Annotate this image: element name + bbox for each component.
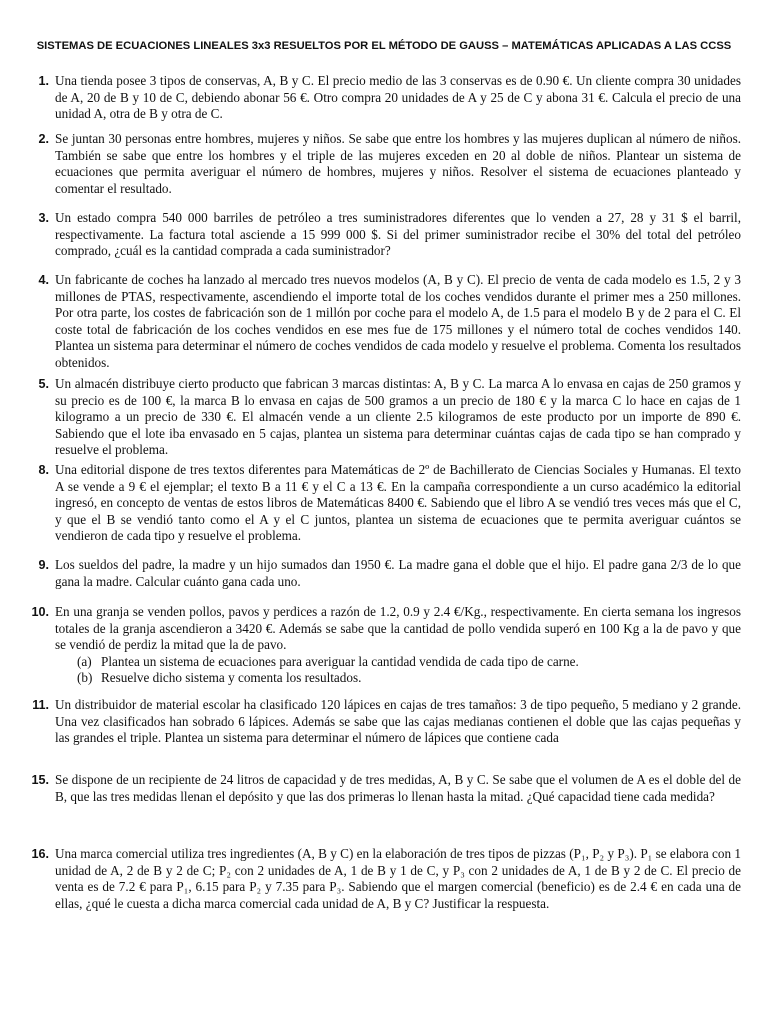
problem-3 xyxy=(27,210,741,260)
subitem-label: (b) xyxy=(77,670,93,686)
problem-number: 1. xyxy=(38,74,49,88)
problem-text: Los sueldos del padre, la madre y un hijo sumados dan 1950 €. La madre gana el doble que el hijo. El padre gana 2/3 de lo que gana la madre. Calcular cuánto gana cada uno. xyxy=(55,557,741,589)
problem-text: En una granja se venden pollos, pavos y perdices a razón de 1.2, 0.9 y 2.4 €/Kg., respectivamente. En cierta semana los ingresos totales de la granja ascendieron a 3420 €. Además se sabe que la cantidad de pollo vendida superó en 100 Kg a la de pavo y que se vendió de perdiz la mitad que la de pavo. xyxy=(55,604,741,653)
problem-text: Un distribuidor de material escolar ha clasificado 120 lápices en cajas de tres tamaños: 3 de tipo pequeño, 5 mediano y 2 grande. Una vez clasificados han sobrado 6 lápices. Además se sabe que las cajas medianas contienen el doble que las cajas pequeñas y las grandes el triple. Plantea un sistema para determinar el número de lápices que contiene cada xyxy=(55,697,741,746)
problem-number: 8. xyxy=(38,463,49,477)
problem-text: Un almacén distribuye cierto producto que fabrican 3 marcas distintas: A, B y C. La marca A lo envasa en cajas de 250 gramos y su precio es de 100 €, la marca B lo envasa en cajas de 500 gramos a un precio de 180 € y la marca C lo hace en cajas de 1 kilogramo a un precio de 330 €. El almacén vende a un cliente 2.5 kilogramos de este producto por un importe de 890 €. Sabiendo que el lote iba envasado en 5 cajas, plantea un sistema para determinar cuántas cajas de cada tipo se han comprado y resuelve el problema. xyxy=(55,376,741,458)
problem-text: Una tienda posee 3 tipos de conservas, A, B y C. El precio medio de las 3 conservas es de 0.90 €. Un cliente compra 30 unidades de A, 20 de B y 10 de C, debiendo abonar 56 €. Otro compra 20 unidades de A y 25 de C y abona 31 €. Calcula el precio de una unidad A, otra de B y otra de C. xyxy=(55,73,741,122)
problem-text: Se dispone de un recipiente de 24 litros de capacidad y de tres medidas, A, B y C. Se sabe que el volumen de A es el doble del de B, que las tres medidas llenan el depósito y que las dos primeras lo llenan hasta la mitad. ¿Qué capacidad tiene cada medida? xyxy=(55,772,741,804)
problem-text: Un estado compra 540 000 barriles de petróleo a tres suministradores diferentes que lo venden a 27, 28 y 31 $ el barril, respectivamente. La factura total asciende a 15 999 000 $. Si del primer suministrador recibe el 30% del total del petróleo comprado, ¿cuál es la cantidad comprada a cada suministrador? xyxy=(55,210,741,259)
problem-11 xyxy=(27,697,741,747)
problem-16 xyxy=(27,846,741,912)
problem-8 xyxy=(27,462,741,545)
subitem-text: Plantea un sistema de ecuaciones para averiguar la cantidad vendida de cada tipo de carne. xyxy=(101,653,579,669)
problem-text: Se juntan 30 personas entre hombres, mujeres y niños. Se sabe que entre los hombres y las mujeres duplican al número de niños. También se sabe que entre los hombres y el triple de las mujeres exceden en 20 al doble de niños. Plantear un sistema de ecuaciones que permita averiguar el número de hombres, mujeres y niños. Resolver el sistema de ecuaciones planteado y comentar el resultado. xyxy=(55,131,741,196)
problem-number: 16. xyxy=(31,847,49,861)
subitem-label: (a) xyxy=(77,653,92,669)
problem-number: 10. xyxy=(31,605,49,619)
problem-15 xyxy=(27,772,741,805)
subitem-a xyxy=(77,654,741,671)
subitem-b xyxy=(77,670,741,687)
problem-number: 4. xyxy=(38,273,49,287)
problem-9 xyxy=(27,557,741,590)
problem-number: 11. xyxy=(32,698,49,712)
problem-text: Una editorial dispone de tres textos diferentes para Matemáticas de 2º de Bachillerato de Ciencias Sociales y Humanas. El texto A se vende a 9 € el ejemplar; el texto B a 11 € y el C a 13 €. En la campaña correspondiente a un curso académico la editorial ingresó, en concepto de ventas de estos libros de Matemáticas 8400 €. Sabiendo que el libro A se vendió tres veces más que el C, y que el B se vendió tanto como el A y el C juntos, plantea un sistema de ecuaciones que te permita averiguar cuántos se vendieron de cada tipo y resuelve el problema. xyxy=(55,462,741,544)
problem-number: 9. xyxy=(38,558,49,572)
problem-text: Un fabricante de coches ha lanzado al mercado tres nuevos modelos (A, B y C). El precio de venta de cada modelo es 1.5, 2 y 3 millones de PTAS, respectivamente, ascendiendo el importe total de los coches vendidos durante el primer mes a 250 millones. Por otra parte, los costes de fabricación son de 1 millón por coche para el modelo A, de 1.5 para el modelo B y de 2 para el C. El coste total de fabricación de los coches vendidos en ese mes fue de 175 millones y el número total de coches vendidos 140. Plantea un sistema para determinar el número de coches vendidos de cada modelo y resuelve el problema. Comenta los resultados obtenidos. xyxy=(55,272,741,370)
problem-4 xyxy=(27,272,741,372)
problem-number: 3. xyxy=(38,211,49,225)
subitem-list xyxy=(77,654,741,687)
problem-10 xyxy=(27,604,741,687)
problem-text: Una marca comercial utiliza tres ingredientes (A, B y C) en la elaboración de tres tipos de pizzas (P₁, P₂ y P₃). P₁ se elabora con 1 unidad de A, 2 de B y 2 de C; P₂ con 2 unidades de A, 1 de B y 1 de C, y P₃ con 2 unidades de A, 1 de B y 2 de C. El precio de venta es de 7.2 € para P₁, 6.15 para P₂ y 7.35 para P₃. Sabiendo que el margen comercial (beneficio) es de 2.4 € en cada una de ellas, ¿qué le cuesta a dicha marca comercial cada unidad de A, B y C? Justificar la respuesta. xyxy=(55,846,741,911)
problem-number: 2. xyxy=(38,132,49,146)
problem-number: 5. xyxy=(38,377,49,391)
problem-5 xyxy=(27,376,741,459)
subitem-text: Resuelve dicho sistema y comenta los resultados. xyxy=(101,670,362,686)
problem-number: 15. xyxy=(31,773,49,787)
problem-1 xyxy=(27,73,741,123)
document-title: SISTEMAS DE ECUACIONES LINEALES 3x3 RESUELTOS POR EL MÉTODO DE GAUSS – MATEMÁTICAS APLICADAS A LAS CCSS xyxy=(36,40,732,52)
problem-2 xyxy=(27,131,741,197)
